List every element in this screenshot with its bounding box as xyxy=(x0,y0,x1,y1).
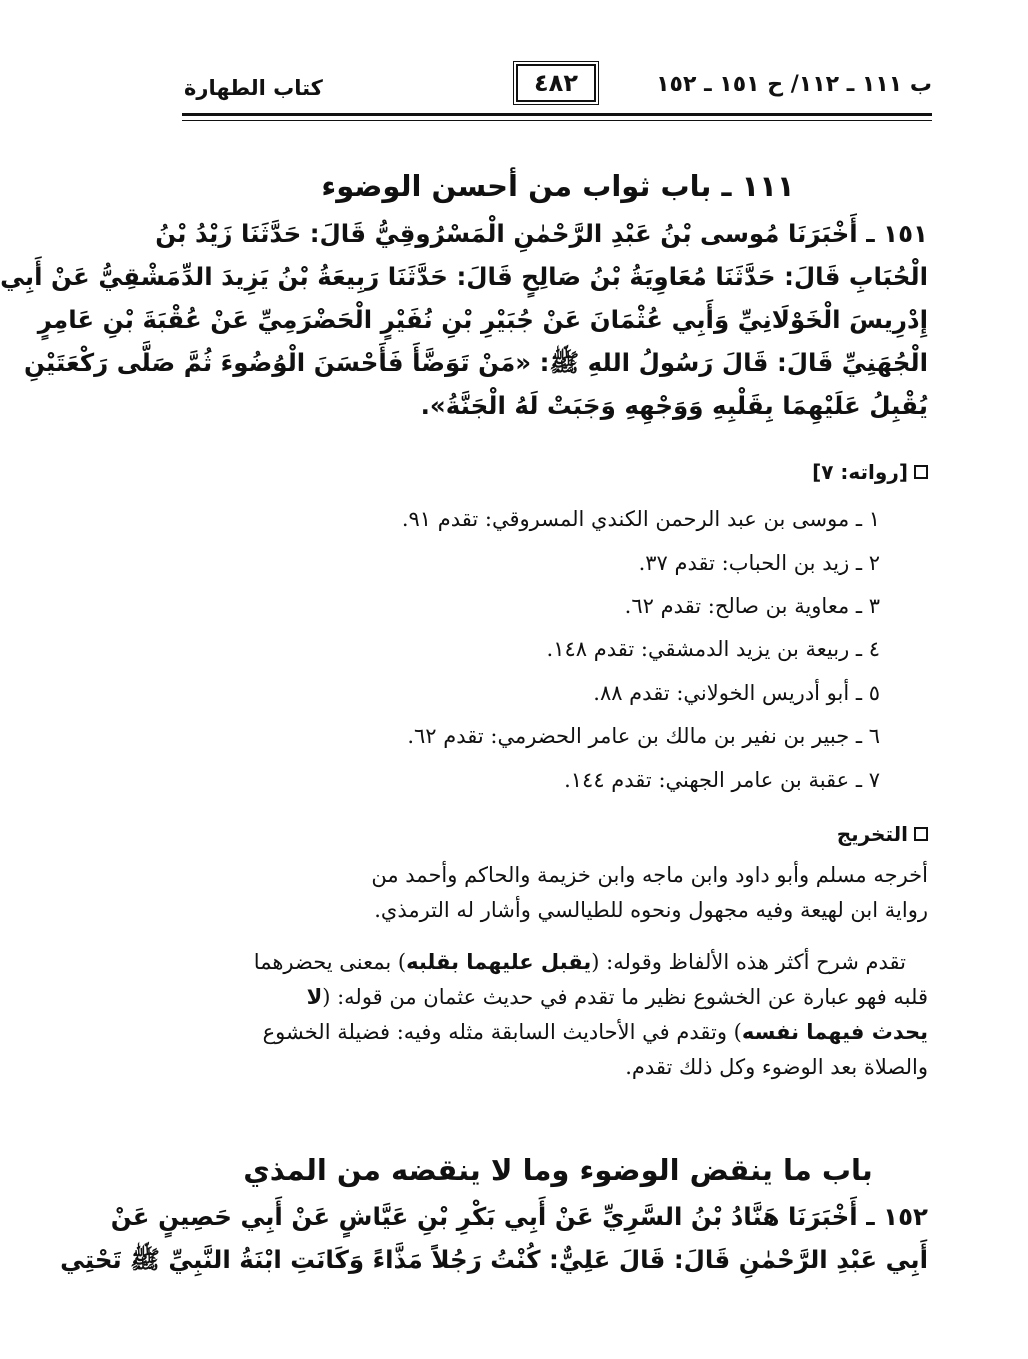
commentary-line-1 xyxy=(188,945,928,980)
takhrij-heading-text: التخريج xyxy=(836,822,908,846)
header-reference: ب ١١١ ـ ١١٢/ ح ١٥١ ـ ١٥٢ xyxy=(656,72,932,97)
commentary-text: تقدم شرح أكثر هذه الألفاظ وقوله: ( xyxy=(591,950,906,974)
takhrij-line-1: أخرجه مسلم وأبو داود وابن ماجه وابن خزيمة والحاكم وأحمد من xyxy=(371,863,928,887)
commentary-text: ) بمعنى يحضرهما xyxy=(253,950,407,974)
commentary-paragraph xyxy=(188,945,928,1085)
page-number-box xyxy=(516,64,596,102)
narrator-1: ١ ـ موسى بن عبد الرحمن الكندي المسروقي: تقدم ٩١. xyxy=(401,507,880,531)
header-book-title: كتاب الطهارة xyxy=(184,76,323,100)
takhrij-paragraph xyxy=(188,858,928,928)
hadith-151-line-5: يُقْبِلُ عَلَيْهِمَا بِقَلْبِهِ وَوَجْهِهِ وَجَبَتْ لَهُ الْجَنَّةُ». xyxy=(420,391,928,420)
hadith-152-line-2: أَبِي عَبْدِ الرَّحْمٰنِ قَالَ: قَالَ عَلِيٌّ: كُنْتُ رَجُلاً مَذَّاءً وَكَانَتِ ابْنَةُ النَّبِيِّ ﷺ تَحْتِي xyxy=(60,1245,928,1274)
header-rule-thick xyxy=(182,113,932,116)
takhrij-line-2: رواية ابن لهيعة وفيه مجهول ونحوه للطيالسي وأشار له الترمذي. xyxy=(374,898,928,922)
narrator-5: ٥ ـ أبو أدريس الخولاني: تقدم ٨٨. xyxy=(593,681,880,705)
commentary-bold: يحدث فيهما نفسه xyxy=(741,1020,928,1044)
hadith-151-line-2: الْحُبَابِ قَالَ: حَدَّثَنَا مُعَاوِيَةُ بْنُ صَالِحٍ قَالَ: حَدَّثَنَا رَبِيعَةُ بْنُ يَزِيدَ الدِّمَشْقِيُّ عَنْ أَبِي xyxy=(0,262,928,291)
takhrij-heading xyxy=(837,822,928,846)
commentary-line-2 xyxy=(188,980,928,1015)
header-rule-thin xyxy=(182,120,932,121)
hadith-152 xyxy=(60,1195,928,1281)
narrator-4: ٤ ـ ربيعة بن يزيد الدمشقي: تقدم ١٤٨. xyxy=(546,637,880,661)
commentary-bold: يقبل عليهما بقلبه xyxy=(406,950,592,974)
narrators-heading xyxy=(812,460,928,484)
hadith-151 xyxy=(0,212,928,427)
narrator-7: ٧ ـ عقبة بن عامر الجهني: تقدم ١٤٤. xyxy=(564,768,880,792)
checkbox-square-icon xyxy=(914,827,928,841)
commentary-line-3 xyxy=(188,1015,928,1050)
chapter-111-title: ١١١ ـ باب ثواب من أحسن الوضوء xyxy=(321,169,795,203)
narrators-heading-text: [رواته: ٧] xyxy=(812,460,908,484)
commentary-line-4: والصلاة بعد الوضوء وكل ذلك تقدم. xyxy=(625,1055,928,1079)
narrator-6: ٦ ـ جبير بن نفير بن مالك بن عامر الحضرمي: تقدم ٦٢. xyxy=(407,724,880,748)
commentary-text: ) وتقدم في الأحاديث السابقة مثله وفيه: فضيلة الخشوع xyxy=(262,1020,742,1044)
chapter-112-title: باب ما ينقض الوضوء وما لا ينقضه من المذي xyxy=(243,1153,873,1187)
hadith-152-line-1: ١٥٢ ـ أَخْبَرَنَا هَنَّادُ بْنُ السَّرِيِّ عَنْ أَبِي بَكْرِ بْنِ عَيَّاشٍ عَنْ أَبِي حَصِينٍ عَنْ xyxy=(110,1202,928,1231)
page-number: ٤٨٢ xyxy=(534,69,578,97)
hadith-151-line-1: ١٥١ ـ أَخْبَرَنَا مُوسى بْنُ عَبْدِ الرَّحْمٰنِ الْمَسْرُوقِيُّ قَالَ: حَدَّثَنَا زَيْدُ بْنُ xyxy=(155,219,928,248)
narrator-3: ٣ ـ معاوية بن صالح: تقدم ٦٢. xyxy=(624,594,880,618)
commentary-bold: لا xyxy=(306,985,323,1009)
hadith-151-line-3: إِدْرِيسَ الْخَوْلَانِيِّ وَأَبِي عُثْمَانَ عَنْ جُبَيْرِ بْنِ نُفَيْرٍ الْحَضْرَمِيِّ عَنْ عُقْبَةَ بْنِ عَامِرٍ xyxy=(37,305,928,334)
hadith-151-line-4: الْجُهَنِيِّ قَالَ: قَالَ رَسُولُ اللهِ ﷺ: «مَنْ تَوَضَّأَ فَأَحْسَنَ الْوُضُوءَ ثُمَّ صَلَّى رَكْعَتَيْنِ xyxy=(23,348,928,377)
checkbox-square-icon xyxy=(914,465,928,479)
narrator-2: ٢ ـ زيد بن الحباب: تقدم ٣٧. xyxy=(638,551,880,575)
commentary-text: قلبه فهو عبارة عن الخشوع نظير ما تقدم في حديث عثمان من قوله: ( xyxy=(322,985,928,1009)
